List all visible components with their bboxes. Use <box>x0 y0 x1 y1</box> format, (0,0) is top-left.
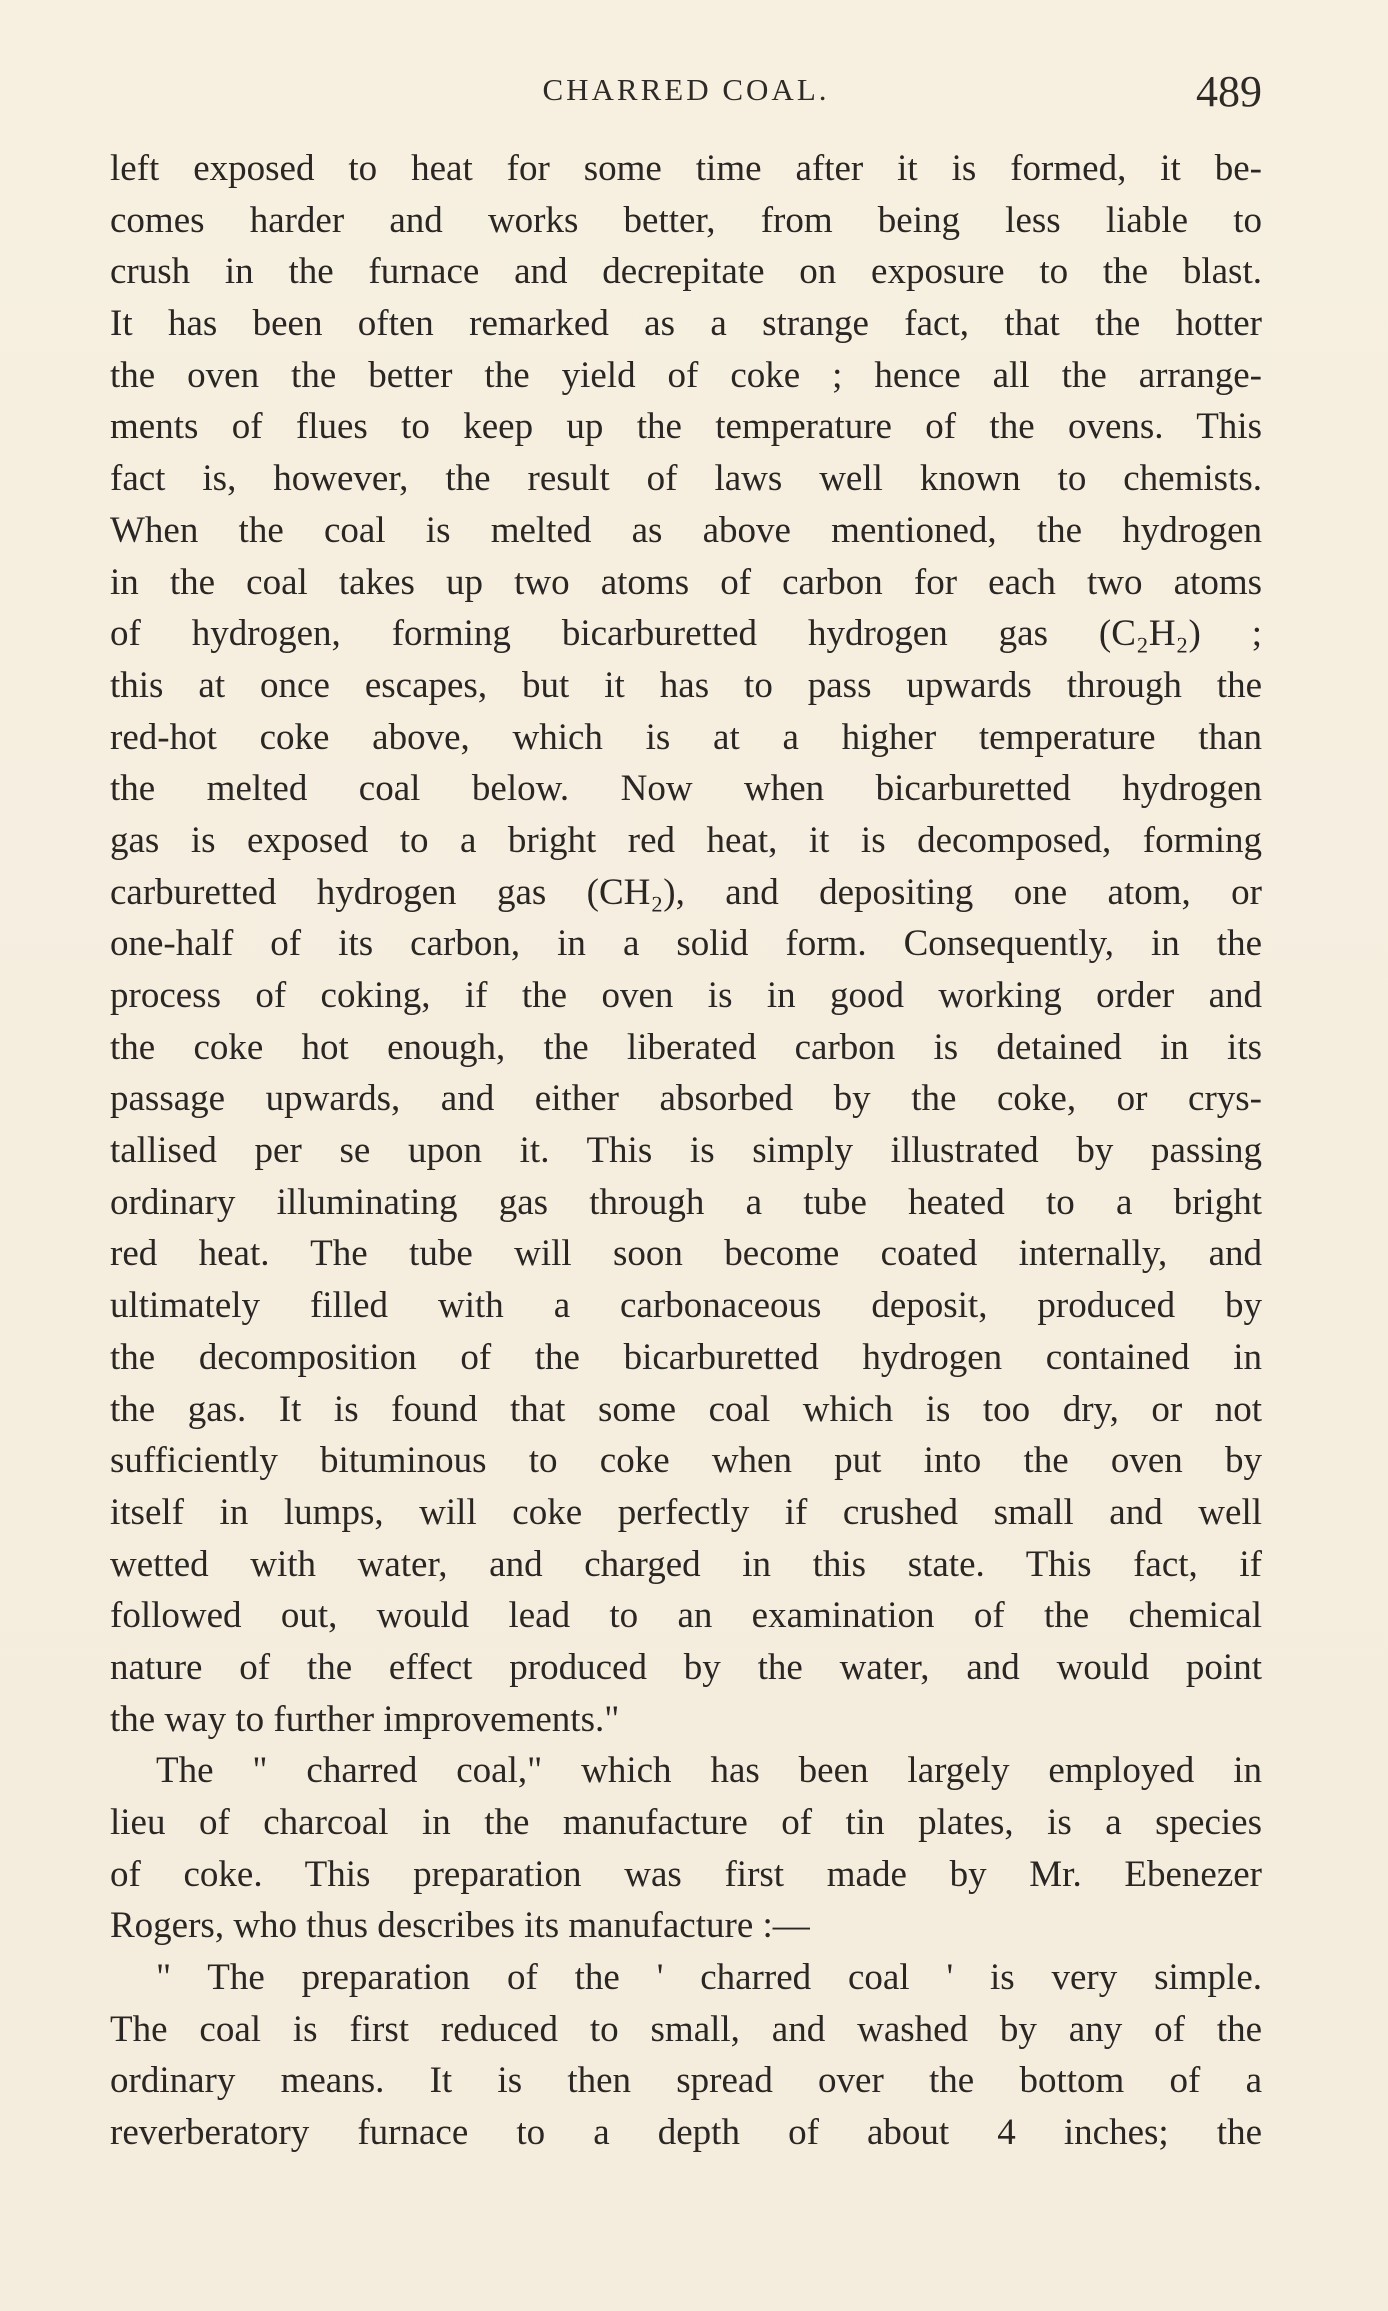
text-line: process of coking, if the oven is in good working order and <box>110 975 1262 1016</box>
page-header <box>110 66 1262 126</box>
body-text <box>110 143 1262 2159</box>
text-line: this at once escapes, but it has to pass upwards through the <box>110 664 1262 706</box>
text-line: the way to further improvements." <box>110 1698 620 1740</box>
text-line: ments of flues to keep up the temperature of the ovens. This <box>110 406 1262 448</box>
text-line: When the coal is melted as above mentioned, the hydrogen <box>110 509 1262 551</box>
text-line: wetted with water, and charged in this state. This fact, if <box>110 1543 1262 1585</box>
text-line: one-half of its carbon, in a solid form. Consequently, in the <box>110 923 1262 965</box>
text-line: the decomposition of the bicarburetted hydrogen contained in <box>110 1336 1262 1378</box>
text-line: carburetted hydrogen gas (CH₂), and depositing one atom, or <box>110 871 1262 913</box>
text-line: " The preparation of the ' charred coal ' is very simple. <box>156 1957 1262 1999</box>
text-line: passage upwards, and either absorbed by the coke, or crys- <box>110 1078 1262 1120</box>
text-line: the oven the better the yield of coke ; hence all the arrange- <box>110 354 1262 396</box>
text-line: the melted coal below. Now when bicarburetted hydrogen <box>110 768 1262 810</box>
text-line: sufficiently bituminous to coke when put into the oven by <box>110 1440 1262 1482</box>
page-number: 489 <box>1196 67 1262 116</box>
text-line: lieu of charcoal in the manufacture of tin plates, is a species <box>110 1802 1262 1843</box>
text-line: nature of the effect produced by the water, and would point <box>110 1646 1262 1688</box>
text-line: of coke. This preparation was first made by Mr. Ebenezer <box>110 1853 1262 1895</box>
text-line: in the coal takes up two atoms of carbon for each two atoms <box>110 561 1262 603</box>
text-line: fact is, however, the result of laws well known to chemists. <box>110 458 1262 500</box>
text-line: gas is exposed to a bright red heat, it is decomposed, forming <box>110 819 1262 861</box>
text-line: ultimately filled with a carbonaceous deposit, produced by <box>110 1285 1262 1327</box>
text-line: itself in lumps, will coke perfectly if crushed small and well <box>110 1491 1262 1533</box>
running-head: CHARRED COAL. <box>542 72 830 107</box>
text-line: ordinary illuminating gas through a tube heated to a bright <box>110 1181 1262 1223</box>
text-line: red-hot coke above, which is at a higher temperature than <box>110 716 1262 758</box>
text-line: the coke hot enough, the liberated carbon is detained in its <box>110 1026 1262 1068</box>
text-line: the gas. It is found that some coal which is too dry, or not <box>110 1388 1262 1430</box>
text-line: reverberatory furnace to a depth of about 4 inches; the <box>110 2112 1262 2154</box>
text-line: of hydrogen, forming bicarburetted hydrogen gas (C₂H₂) ; <box>110 613 1262 655</box>
text-line: The coal is first reduced to small, and washed by any of the <box>110 2008 1262 2050</box>
text-line: followed out, would lead to an examination of the chemical <box>110 1595 1262 1637</box>
text-line: Rogers, who thus describes its manufacture :— <box>110 1905 810 1947</box>
text-line: ordinary means. It is then spread over the bottom of a <box>110 2060 1262 2102</box>
text-line: It has been often remarked as a strange fact, that the hotter <box>110 303 1262 345</box>
text-line: The " charred coal," which has been largely employed in <box>156 1750 1262 1792</box>
text-line: left exposed to heat for some time after it is formed, it be- <box>110 148 1262 189</box>
text-line: comes harder and works better, from being less liable to <box>110 199 1262 241</box>
text-line: crush in the furnace and decrepitate on exposure to the blast. <box>110 251 1262 293</box>
text-line: red heat. The tube will soon become coated internally, and <box>110 1233 1262 1275</box>
text-line: tallised per se upon it. This is simply illustrated by passing <box>110 1130 1262 1172</box>
